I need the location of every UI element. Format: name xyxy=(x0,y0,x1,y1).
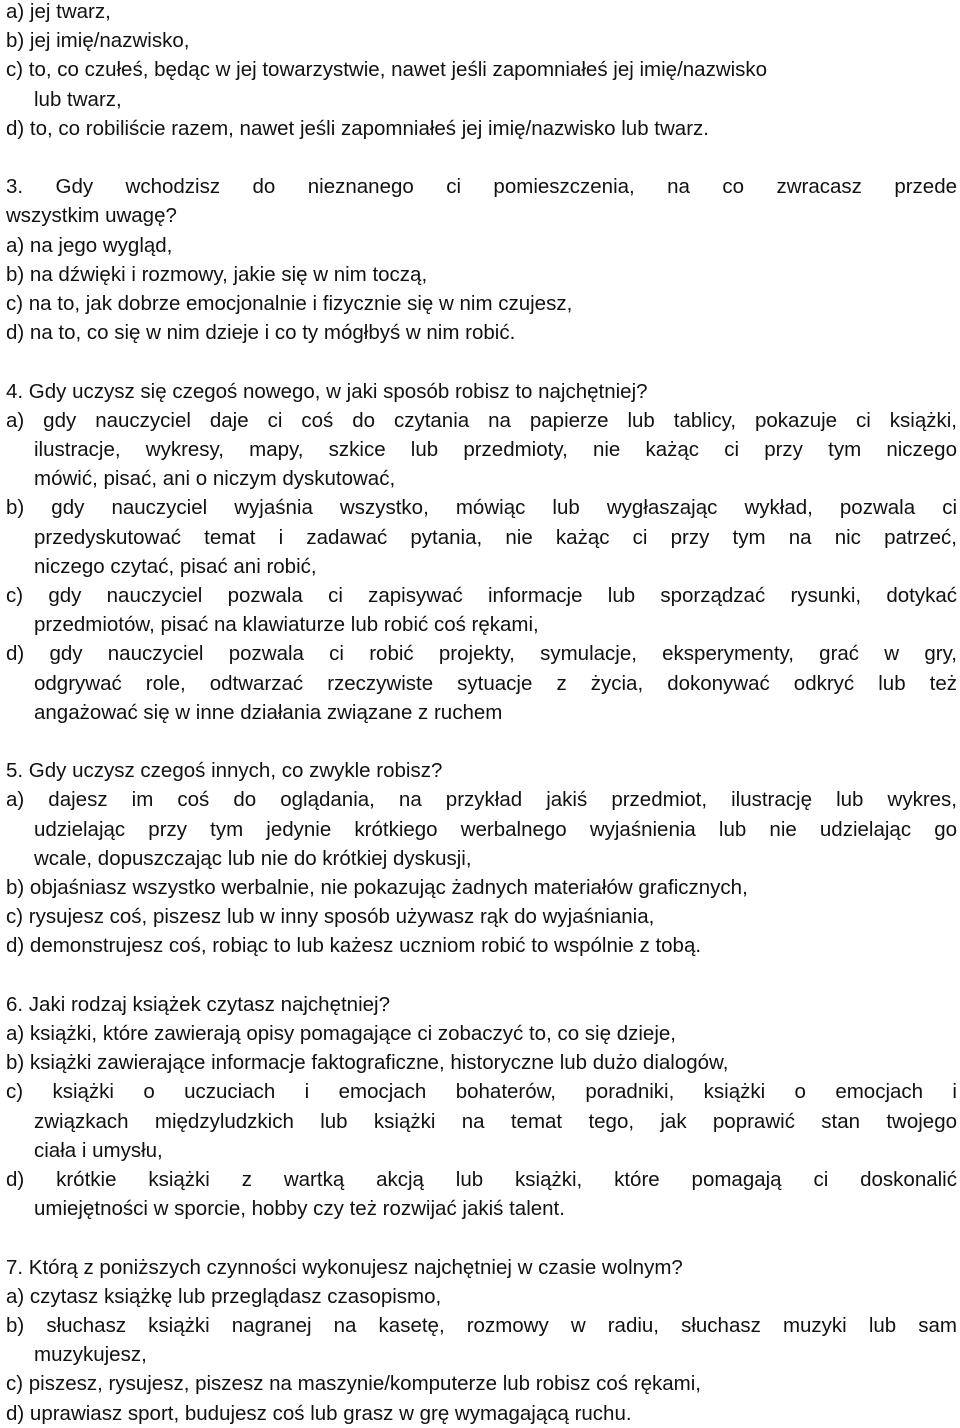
text-line: a) dajesz im coś do oglądania, na przykład jakiś przedmiot, ilustrację lub wykres, xyxy=(6,788,957,812)
text-line: lub twarz, xyxy=(34,87,122,111)
text-line: a) gdy nauczyciel daje ci coś do czytania na papierze lub tablicy, pokazuje ci książki, xyxy=(6,408,957,432)
text-line: b) gdy nauczyciel wyjaśnia wszystko, mówiąc lub wygłaszając wykład, pozwala ci xyxy=(6,496,957,520)
text-line: a) czytasz książkę lub przeglądasz czasopismo, xyxy=(6,1284,442,1308)
text-line: d) uprawiasz sport, budujesz coś lub grasz w grę wymagającą ruchu. xyxy=(6,1401,632,1425)
text-line: c) na to, jak dobrze emocjonalnie i fizycznie się w nim czujesz, xyxy=(6,292,573,316)
paragraph-gap xyxy=(6,347,957,376)
text-line: przedmiotów, pisać na klawiaturze lub robić coś rękami, xyxy=(34,613,539,637)
text-line: angażować się w inne działania związane z ruchem xyxy=(34,700,503,724)
text-line: wszystkim uwagę? xyxy=(6,204,177,228)
text-line: b) jej imię/nazwisko, xyxy=(6,29,190,53)
text-line: muzykujesz, xyxy=(34,1343,147,1367)
text-line: a) książki, które zawierają opisy pomagające ci zobaczyć to, co się dzieje, xyxy=(6,1022,676,1046)
text-line: b) objaśniasz wszystko werbalnie, nie pokazując żadnych materiałów graficznych, xyxy=(6,876,748,900)
text-line: d) krótkie książki z wartką akcją lub książki, które pomagają ci doskonalić xyxy=(6,1168,957,1192)
text-line: b) książki zawierające informacje faktograficzne, historyczne lub dużo dialogów, xyxy=(6,1051,729,1075)
text-line: wcale, dopuszczając lub nie do krótkiej dyskusji, xyxy=(34,846,472,870)
text-line: ciała i umysłu, xyxy=(34,1138,163,1162)
text-line: b) na dźwięki i rozmowy, jakie się w nim toczą, xyxy=(6,262,428,286)
text-line: c) piszesz, rysujesz, piszesz na maszynie/komputerze lub robisz coś rękami, xyxy=(6,1372,701,1396)
text-line: 5. Gdy uczysz czegoś innych, co zwykle robisz? xyxy=(6,759,443,783)
text-line: związkach międzyludzkich lub książki na temat tego, jak poprawić stan twojego xyxy=(34,1109,957,1133)
text-line: c) gdy nauczyciel pozwala ci zapisywać informacje lub sporządzać rysunki, dotykać xyxy=(6,584,957,608)
text-line: b) słuchasz książki nagranej na kasetę, rozmowy w radiu, słuchasz muzyki lub sam xyxy=(6,1314,957,1338)
document-page xyxy=(6,0,957,1428)
text-line: niczego czytać, pisać ani robić, xyxy=(34,554,317,578)
text-line: d) demonstrujesz coś, robiąc to lub każesz uczniom robić to wspólnie z tobą. xyxy=(6,934,702,958)
text-line: 3. Gdy wchodzisz do nieznanego ci pomieszczenia, na co zwracasz przede xyxy=(6,175,957,199)
text-line: d) na to, co się w nim dzieje i co ty mógłbyś w nim robić. xyxy=(6,321,516,345)
text-line: ilustracje, wykresy, mapy, szkice lub przedmioty, nie każąc ci przy tym niczego xyxy=(34,438,957,462)
text-line: 6. Jaki rodzaj książek czytasz najchętniej? xyxy=(6,992,390,1016)
paragraph-gap xyxy=(6,1223,957,1252)
text-line: mówić, pisać, ani o niczym dyskutować, xyxy=(34,467,396,491)
text-line: a) na jego wygląd, xyxy=(6,233,173,257)
text-line: 4. Gdy uczysz się czegoś nowego, w jaki sposób robisz to najchętniej? xyxy=(6,379,648,403)
text-line: a) jej twarz, xyxy=(6,0,111,23)
text-line: c) rysujesz coś, piszesz lub w inny sposób używasz rąk do wyjaśniania, xyxy=(6,905,655,929)
text-line: c) książki o uczuciach i emocjach bohaterów, poradniki, książki o emocjach i xyxy=(6,1080,957,1104)
text-line: 7. Którą z poniższych czynności wykonujesz najchętniej w czasie wolnym? xyxy=(6,1255,683,1279)
paragraph-gap xyxy=(6,143,957,172)
paragraph-gap xyxy=(6,727,957,756)
paragraph-gap xyxy=(6,961,957,990)
text-line: umiejętności w sporcie, hobby czy też rozwijać jakiś talent. xyxy=(34,1197,565,1221)
text-line: przedyskutować temat i zadawać pytania, nie każąc ci przy tym na nic patrzeć, xyxy=(34,525,957,549)
text-line: d) gdy nauczyciel pozwala ci robić projekty, symulacje, eksperymenty, grać w gry, xyxy=(6,642,957,666)
text-line: c) to, co czułeś, będąc w jej towarzystwie, nawet jeśli zapomniałeś jej imię/nazwisko xyxy=(6,58,768,82)
text-line: udzielając przy tym jedynie krótkiego werbalnego wyjaśnienia lub nie udzielając go xyxy=(34,817,957,841)
text-line: odgrywać role, odtwarzać rzeczywiste sytuacje z życia, dokonywać odkryć lub też xyxy=(34,671,957,695)
text-line: d) to, co robiliście razem, nawet jeśli zapomniałeś jej imię/nazwisko lub twarz. xyxy=(6,116,709,140)
